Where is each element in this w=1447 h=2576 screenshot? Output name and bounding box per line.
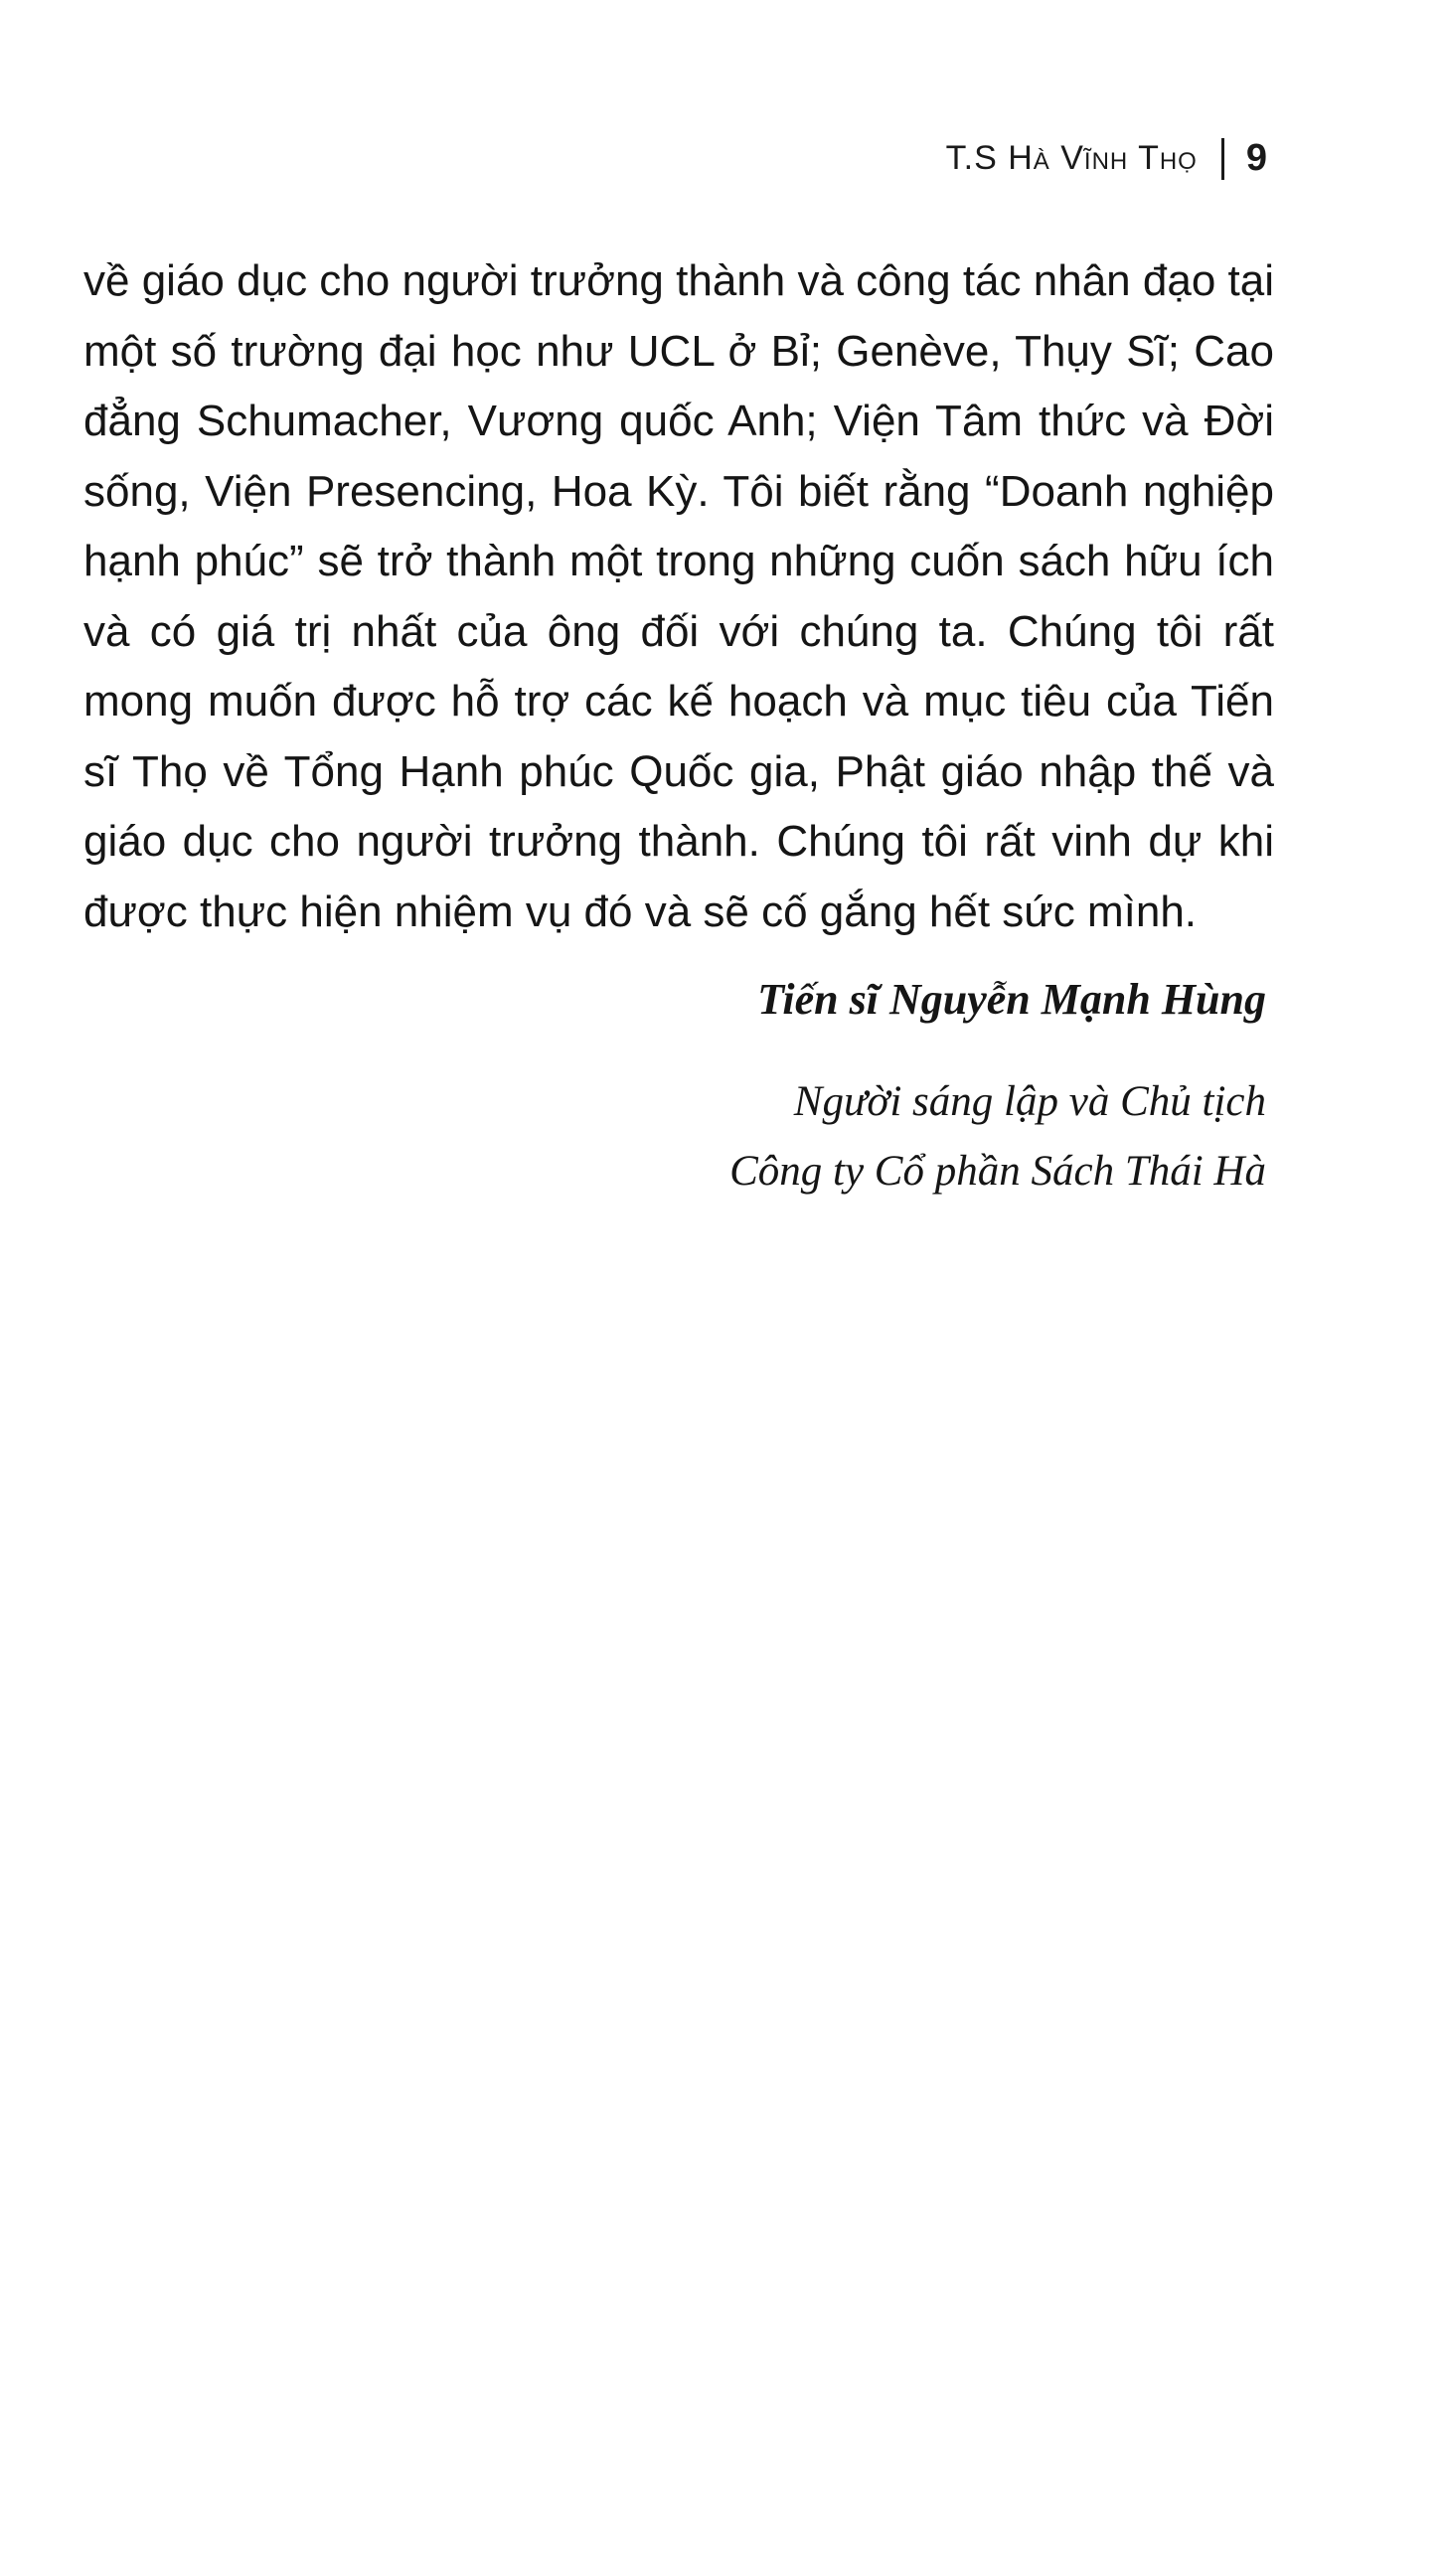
header-author: T.S Hà Vĩnh Thọ (945, 139, 1198, 177)
header-divider (1221, 138, 1224, 180)
page-number: 9 (1245, 137, 1268, 179)
signature-block (729, 970, 1266, 1207)
signatory-title-line1: Người sáng lập và Chủ tịch (793, 1078, 1266, 1125)
signatory-title-line2: Công ty Cổ phần Sách Thái Hà (729, 1148, 1266, 1195)
running-header (946, 137, 1268, 180)
body-paragraph: về giáo dục cho người trưởng thành và công tác nhân đạo tại một số trường đại học như UCL ở Bỉ; Genève, Thụy Sĩ; Cao đẳng Schumacher, Vương quốc Anh; Viện Tâm thức và Đời sống, Viện Presencing, Hoa Kỳ. Tôi biết rằng “Doanh nghiệp hạnh phúc” sẽ trở thành một trong những cuốn sách hữu ích và có giá trị nhất của ông đối với chúng ta. Chúng tôi rất mong muốn được hỗ trợ các kế hoạch và mục tiêu của Tiến sĩ Thọ về Tổng Hạnh phúc Quốc gia, Phật giáo nhập thế và giáo dục cho người trưởng thành. Chúng tôi rất vinh dự khi được thực hiện nhiệm vụ đó và sẽ cố gắng hết sức mình. (83, 256, 1274, 936)
signatory-name: Tiến sĩ Nguyễn Mạnh Hùng (757, 975, 1266, 1024)
